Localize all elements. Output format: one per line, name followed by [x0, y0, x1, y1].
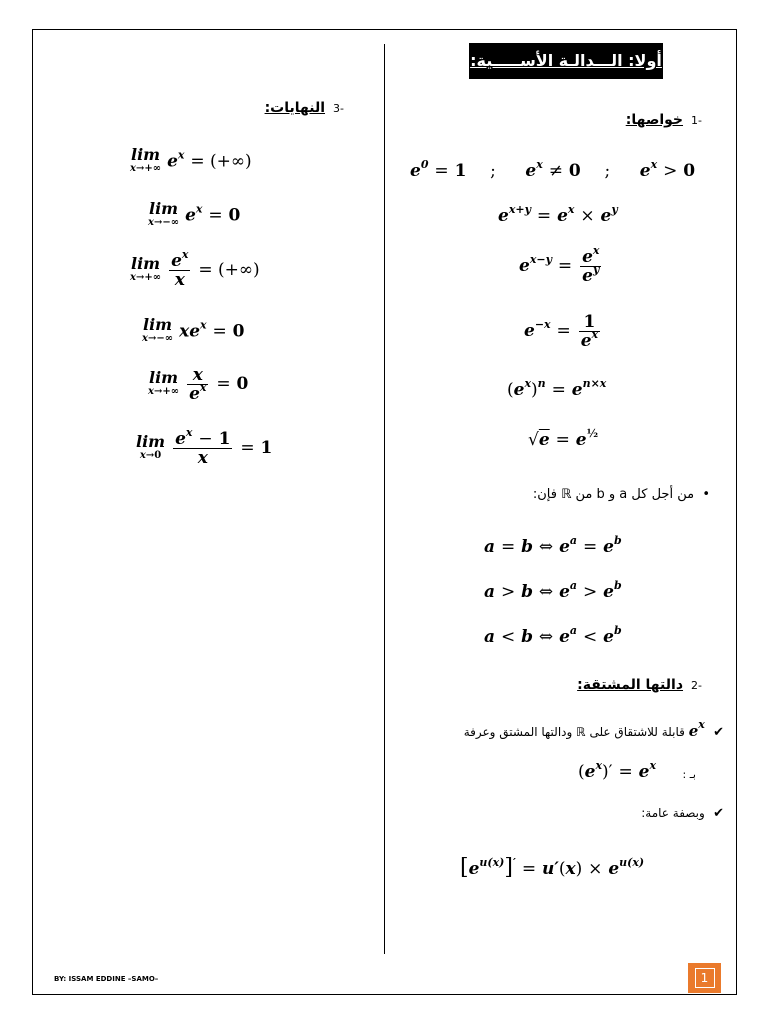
section-1-heading: -1خواصها: — [625, 112, 702, 128]
limit-3: lim x→+∞ $\frac{e^x}{x}$ = (+∞) — [130, 248, 260, 290]
formula-inverse: $e^{-x}$ = $\frac{1}{e^x}$ — [524, 312, 599, 351]
formula-equal: a = b ⇔ $e^a = e^b$ — [484, 534, 622, 557]
limit-1: lim x→+∞ $e^x$ = (+∞) — [130, 145, 252, 174]
footer-author: BY: ISSAM EDDINE –SAMO– — [54, 975, 159, 983]
formula-derivative: $(e^x)' = e^x$ — [578, 759, 656, 782]
limit-4: lim x→−∞ $xe^x = 0$ — [142, 315, 245, 344]
formula-product: $e^{x+y} = e^x \times e^y$ — [498, 203, 618, 226]
page-title: أولا: الـــدالـة الأســـــية: — [469, 43, 663, 79]
section-2-heading: -2دالتها المشتقة: — [577, 677, 702, 693]
formula-quotient: $e^{x-y}$ = $\frac{e^x}{e^y}$ — [519, 244, 600, 286]
formula-sqrt: $√e = e^{\frac{1}{2}}$ — [528, 427, 599, 450]
checkmark-icon: ✔ — [704, 806, 724, 821]
limit-2: lim x→−∞ $e^x = 0$ — [148, 199, 241, 228]
limit-6: lim x→0 $\frac{e^x - 1}{x}$ = 1 — [136, 426, 273, 468]
formula-basic-properties: $e^0 = 1$ ; $e^x \ne 0$ ; $e^x > 0$ — [410, 158, 696, 181]
section-3-heading: -3النهايات: — [264, 100, 344, 116]
formula-greater: a > b ⇔ $e^a > e^b$ — [484, 579, 622, 602]
formula-less: a < b ⇔ $e^a < e^b$ — [484, 624, 622, 647]
bullet-icon: • — [694, 487, 710, 502]
rule-statement: • من أجل كل a و b من ℝ فإن: — [532, 487, 710, 502]
limit-5: lim x→+∞ $\frac{x}{e^x}$ = 0 — [148, 365, 249, 404]
derivative-statement: ✔ $e^x$ قابلة للاشتقاق على ℝ ودالتها المشتق وعرفة — [463, 718, 724, 740]
page-number-badge: 1 — [688, 963, 721, 993]
general-statement: ✔ وبصفة عامة: — [641, 806, 724, 821]
formula-power: $(e^x)^n = e^{n\times x}$ — [507, 377, 607, 400]
formula-chain-derivative: $[e^{u(x)}]' = u'(x) \times e^{u(x)}$ — [460, 855, 645, 880]
derivative-by-label: بـ : — [682, 768, 696, 781]
checkmark-icon: ✔ — [704, 725, 724, 740]
column-divider — [384, 44, 385, 954]
